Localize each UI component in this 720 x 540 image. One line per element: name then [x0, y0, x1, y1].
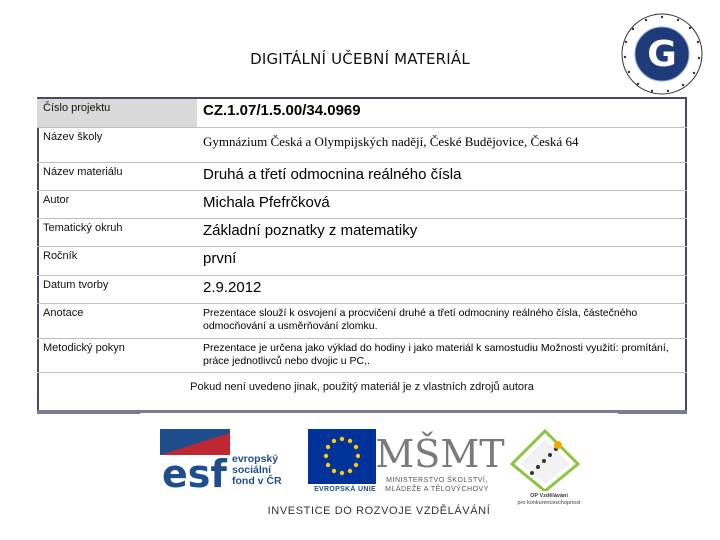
page-title: DIGITÁLNÍ UČEBNÍ MATERIÁL [250, 50, 470, 68]
row-value: Základní poznatky z matematiky [197, 218, 687, 246]
esf-line: fond v ČR [232, 475, 282, 487]
eu-label: EVROPSKÁ UNIE [314, 486, 376, 493]
row-value: 2.9.2012 [197, 275, 687, 303]
msmt-line: MLÁDEŽE A TĚLOVÝCHOVY [385, 486, 489, 493]
table-row-grade [37, 246, 687, 275]
table-row-annotation [37, 303, 687, 338]
row-value: Gymnázium Česká a Olympijských nadějí, České Budějovice, Česká 64 [197, 127, 687, 162]
row-label: Datum tvorby [37, 275, 197, 303]
row-label: Ročník [37, 246, 197, 275]
row-value: Prezentace slouží k osvojení a procvičení druhé a třetí odmocniny reálného čísla, částečného odmocňování a usměrňování zlomku. [197, 303, 687, 338]
msmt-logo [375, 427, 505, 475]
row-label: Metodický pokyn [37, 338, 197, 372]
row-value: Druhá a třetí odmocnina reálného čísla [197, 162, 687, 190]
esf-line: sociální [232, 464, 272, 476]
table-row-author [37, 190, 687, 218]
row-label: Autor [37, 190, 197, 218]
esf-line: evropský [232, 453, 279, 465]
invest-slogan: INVESTICE DO ROZVOJE VZDĚLÁVÁNÍ [267, 505, 491, 517]
msmt-line: MINISTERSTVO ŠKOLSTVÍ, [386, 477, 488, 484]
source-note: Pokud není uvedeno jinak, použitý materiál je z vlastních zdrojů autora [190, 381, 534, 393]
op-line: OP Vzdělávání [530, 493, 568, 499]
row-label: Anotace [37, 303, 197, 338]
row-label: Tematický okruh [37, 218, 197, 246]
esf-text [232, 454, 282, 487]
eu-flag [308, 429, 376, 484]
table-row-material-name [37, 162, 687, 190]
msmt-logo-mark: MŠMT [375, 432, 505, 475]
op-line: pro konkurenceschopnost [517, 499, 581, 506]
table-row-date [37, 275, 687, 303]
row-value: Prezentace je určena jako výklad do hodiny i jako materiál k samostudiu Možnosti využití: promítání, práce jednotlivců nebo dvojic u PC,. [197, 338, 687, 372]
table-row-topic [37, 218, 687, 246]
school-logo [620, 12, 704, 96]
row-label: Název materiálu [37, 162, 197, 190]
esf-logo [160, 429, 230, 491]
op-logo [510, 429, 580, 491]
row-value: CZ.1.07/1.5.00/34.0969 [197, 99, 687, 127]
row-value: první [197, 246, 687, 275]
project-info-table [37, 99, 687, 373]
table-row-method [37, 338, 687, 372]
logos-bar [140, 419, 618, 523]
row-value: Michala Pfefrčková [197, 190, 687, 218]
msmt-label [372, 476, 502, 494]
school-logo-letter: G [647, 34, 677, 75]
row-label: Číslo projektu [37, 99, 197, 127]
table-row-project-number [37, 99, 687, 127]
esf-logo-mark: esf [162, 452, 227, 491]
row-label: Název školy [37, 127, 197, 162]
table-row-school-name [37, 127, 687, 162]
